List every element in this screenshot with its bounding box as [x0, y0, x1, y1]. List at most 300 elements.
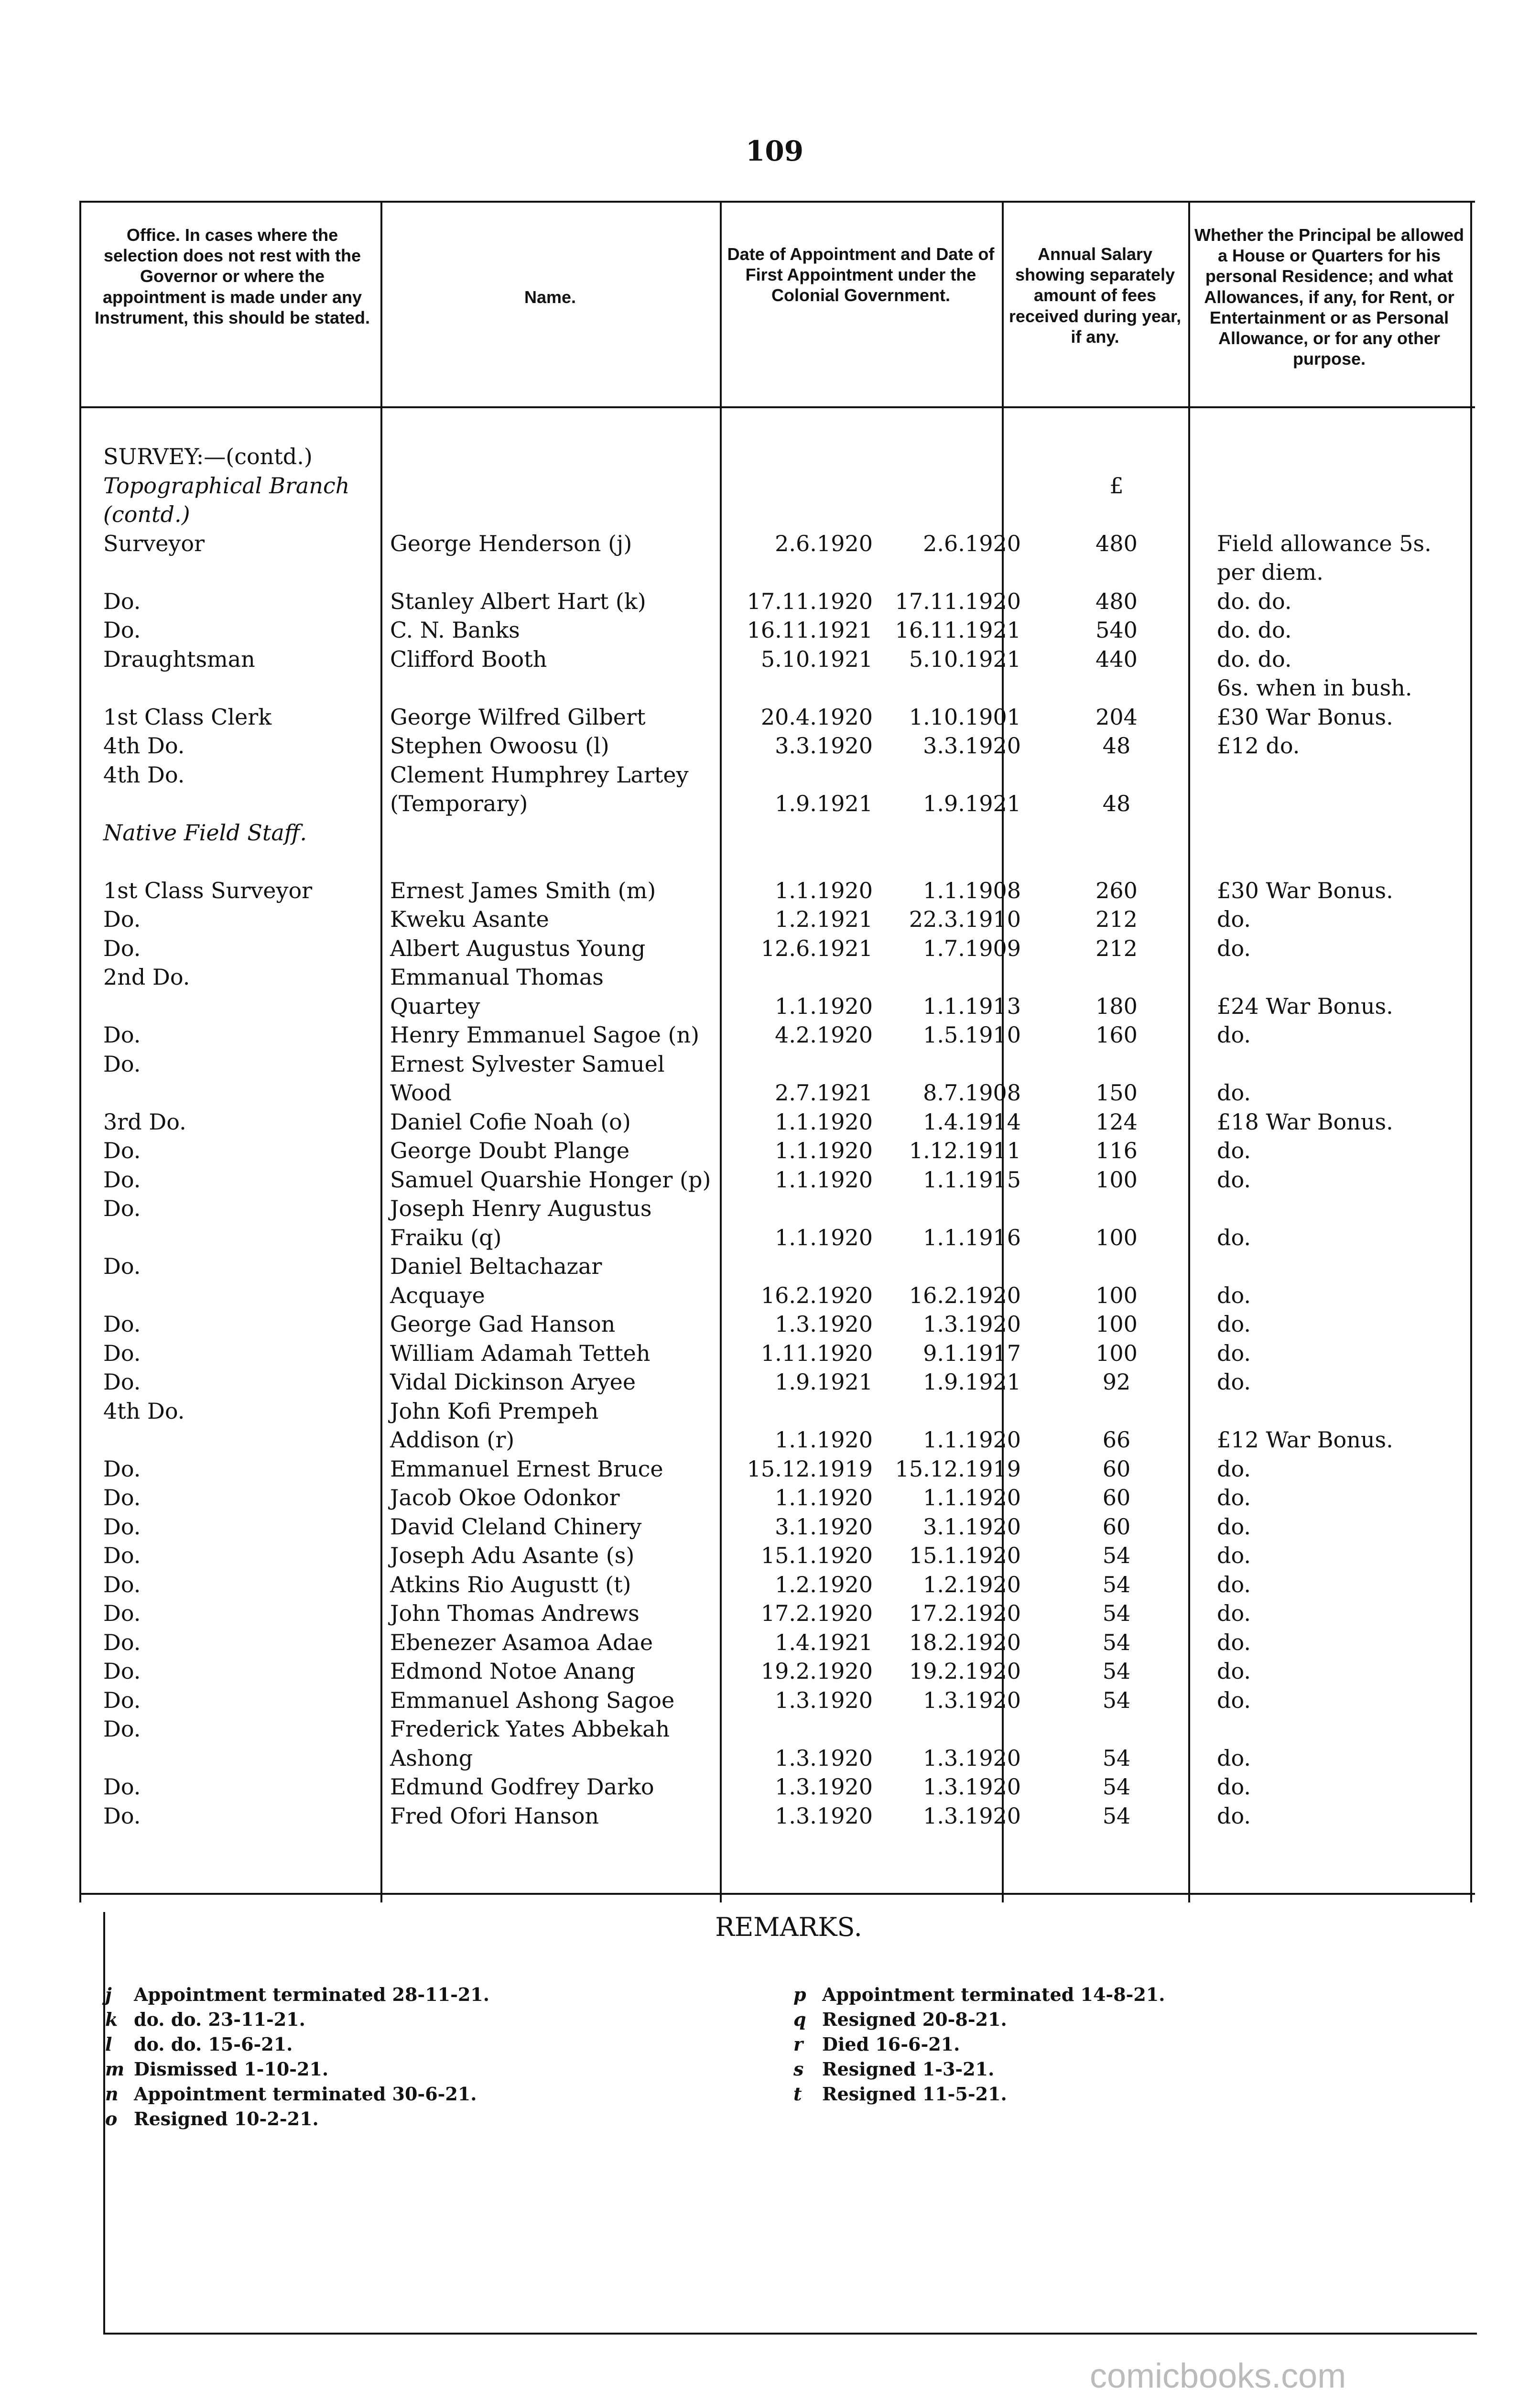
- table-row: [79, 1194, 1475, 1223]
- header-date: Date of Appointment and Date of First Appointment under the Colonial Government.: [727, 244, 995, 305]
- table-row: [79, 876, 1475, 905]
- cell-name: George Henderson (j): [390, 530, 632, 556]
- table-row: [79, 1483, 1475, 1512]
- cell-d1: 1.2.1921: [775, 906, 873, 932]
- cell-office: Do.: [103, 1369, 141, 1395]
- table-row: [79, 442, 1475, 471]
- remark-key: s: [793, 2058, 804, 2080]
- cell-office: Native Field Staff.: [103, 819, 307, 846]
- cell-office: SURVEY:—(contd.): [103, 444, 313, 469]
- cell-name: Joseph Henry Augustus: [390, 1195, 652, 1221]
- cell-office: 4th Do.: [103, 733, 185, 759]
- cell-sal: 260: [1095, 877, 1138, 903]
- remark-text: do. do. 23-11-21.: [134, 2009, 305, 2030]
- cell-d1: 17.11.1920: [747, 588, 873, 614]
- remark-text: Appointment terminated 30-6-21.: [134, 2083, 477, 2105]
- table-row: [79, 1657, 1475, 1685]
- cell-allow: do. do.: [1217, 646, 1292, 672]
- cell-sal: 54: [1102, 1629, 1131, 1655]
- cell-d2: 16.11.1921: [895, 617, 1021, 643]
- cell-name: John Thomas Andrews: [390, 1600, 640, 1626]
- cell-allow: do.: [1217, 1543, 1251, 1568]
- table-row: [79, 789, 1475, 818]
- table-row: [79, 1570, 1475, 1599]
- header-salary: Annual Salary showing separately amount of fees received during year, if any.: [1009, 244, 1182, 347]
- cell-allow: do.: [1217, 1311, 1251, 1337]
- cell-office: Do.: [103, 1658, 141, 1684]
- table-row: [79, 1715, 1475, 1743]
- cell-d2: 17.2.1920: [909, 1600, 1021, 1626]
- table-row: [79, 963, 1475, 991]
- cell-office: Topographical Branch: [103, 472, 350, 499]
- cell-office: Do.: [103, 1340, 141, 1366]
- cell-sal: 480: [1095, 588, 1138, 614]
- cell-office: Do.: [103, 1195, 141, 1221]
- cell-allow: do.: [1217, 1485, 1251, 1510]
- cell-d1: 1.1.1920: [775, 993, 873, 1019]
- cell-name: Emmanuel Ashong Sagoe: [390, 1687, 675, 1713]
- table-row: [79, 1021, 1475, 1049]
- cell-d1: 17.2.1920: [760, 1600, 873, 1626]
- cell-name: Clement Humphrey Lartey: [390, 761, 689, 788]
- cell-d1: 1.3.1920: [775, 1774, 873, 1800]
- cell-office: Do.: [103, 1022, 141, 1048]
- cell-allow: do.: [1217, 1456, 1251, 1482]
- remark-text: Resigned 11-5-21.: [822, 2083, 1007, 2105]
- cell-d2: 1.3.1920: [923, 1311, 1021, 1337]
- cell-name: C. N. Banks: [390, 617, 520, 643]
- cell-sal: 60: [1102, 1513, 1131, 1540]
- cell-name: Ernest James Smith (m): [390, 877, 656, 903]
- cell-name: Frederick Yates Abbekah: [390, 1716, 670, 1742]
- cell-allow: do.: [1217, 1282, 1251, 1308]
- table-row: [79, 1339, 1475, 1368]
- table-row: [79, 1628, 1475, 1657]
- cell-d1: 1.1.1920: [775, 877, 873, 903]
- cell-d2: 9.1.1917: [923, 1340, 1021, 1366]
- cell-allow: £12 War Bonus.: [1217, 1427, 1393, 1453]
- table-row: [79, 500, 1475, 529]
- cell-allow: do.: [1217, 1600, 1251, 1626]
- cell-d2: 19.2.1920: [909, 1658, 1021, 1684]
- cell-d2: 5.10.1921: [909, 646, 1021, 672]
- cell-d1: 1.1.1920: [775, 1138, 873, 1163]
- cell-sal: 440: [1095, 646, 1138, 672]
- cell-office: Do.: [103, 1571, 141, 1597]
- cell-name: Vidal Dickinson Aryee: [390, 1369, 636, 1395]
- cell-allow: do.: [1217, 1803, 1251, 1829]
- cell-sal: 48: [1102, 791, 1131, 816]
- cell-d2: 18.2.1920: [909, 1629, 1021, 1655]
- cell-name: Daniel Beltachazar: [390, 1253, 602, 1279]
- cell-d2: 1.3.1920: [923, 1774, 1021, 1800]
- cell-name: Quartey: [390, 993, 480, 1019]
- cell-office: Do.: [103, 1716, 141, 1742]
- table-row: [79, 587, 1475, 616]
- cell-allow: do.: [1217, 1166, 1251, 1193]
- staff-table: [79, 201, 1475, 1902]
- cell-d2: 1.1.1920: [923, 1427, 1021, 1453]
- table-bottom-rule: [79, 1893, 1475, 1895]
- cell-office: Do.: [103, 1513, 141, 1540]
- table-row: [79, 1802, 1475, 1830]
- cell-sal: 60: [1102, 1456, 1131, 1482]
- table-row: [79, 1165, 1475, 1194]
- cell-d2: 1.1.1913: [923, 993, 1021, 1019]
- cell-office: 4th Do.: [103, 1398, 185, 1424]
- cell-allow: do.: [1217, 935, 1251, 961]
- cell-allow: do.: [1217, 1022, 1251, 1048]
- cell-d1: 15.12.1919: [747, 1456, 873, 1482]
- cell-name: Fraiku (q): [390, 1224, 502, 1250]
- cell-sal: £: [1109, 472, 1124, 499]
- cell-d2: 3.3.1920: [923, 733, 1021, 759]
- page-number: 109: [746, 135, 804, 167]
- header-allowance: Whether the Principal be allowed a House or Quarters for his personal Residence; and what Allowances, if any, for Rent, or Entertainment or as Personal Allowance, or for any other purpose.: [1194, 225, 1464, 369]
- remark-key: l: [105, 2033, 112, 2055]
- table-row: [79, 703, 1475, 731]
- cell-office: Do.: [103, 1543, 141, 1568]
- table-row: [79, 1541, 1475, 1570]
- cell-d2: 8.7.1908: [923, 1080, 1021, 1106]
- remark-text: Resigned 1-3-21.: [822, 2058, 995, 2080]
- remark-text: Resigned 10-2-21.: [134, 2108, 319, 2129]
- table-row: [79, 616, 1475, 644]
- header-name: Name.: [524, 287, 576, 307]
- cell-d2: 1.7.1909: [923, 935, 1021, 961]
- bottom-frame: [103, 1912, 1477, 2335]
- cell-d2: 15.12.1919: [895, 1456, 1021, 1482]
- table-row: [79, 1744, 1475, 1772]
- cell-allow: per diem.: [1217, 559, 1323, 585]
- cell-name: Clifford Booth: [390, 646, 547, 672]
- cell-allow: do.: [1217, 1369, 1251, 1395]
- cell-d1: 1.9.1921: [775, 791, 873, 816]
- cell-office: 4th Do.: [103, 761, 185, 788]
- cell-d1: 2.7.1921: [775, 1080, 873, 1106]
- cell-allow: 6s. when in bush.: [1217, 675, 1412, 701]
- cell-sal: 212: [1095, 906, 1138, 932]
- cell-sal: 124: [1095, 1108, 1138, 1135]
- cell-allow: do.: [1217, 1774, 1251, 1800]
- cell-sal: 116: [1095, 1138, 1138, 1163]
- table-row: [79, 471, 1475, 500]
- cell-d1: 1.3.1920: [775, 1803, 873, 1829]
- remark-text: Appointment terminated 28-11-21.: [134, 1984, 489, 2005]
- cell-office: Do.: [103, 588, 141, 614]
- cell-name: Ashong: [390, 1745, 473, 1771]
- cell-sal: 54: [1102, 1774, 1131, 1800]
- cell-allow: do.: [1217, 1080, 1251, 1106]
- remark-key: r: [793, 2033, 803, 2055]
- cell-name: Daniel Cofie Noah (o): [390, 1108, 631, 1135]
- table-row: [79, 1136, 1475, 1165]
- cell-name: Edmond Notoe Anang: [390, 1658, 636, 1684]
- cell-d1: 16.11.1921: [747, 617, 873, 643]
- cell-d2: 1.3.1920: [923, 1745, 1021, 1771]
- cell-office: Draughtsman: [103, 646, 255, 672]
- cell-d2: 1.1.1916: [923, 1224, 1021, 1250]
- cell-sal: 100: [1095, 1340, 1138, 1366]
- cell-sal: 66: [1102, 1427, 1131, 1453]
- cell-name: William Adamah Tetteh: [390, 1340, 651, 1366]
- header-rule: [79, 406, 1475, 408]
- table-row: [79, 847, 1475, 876]
- cell-name: Edmund Godfrey Darko: [390, 1774, 654, 1800]
- cell-d2: 16.2.1920: [909, 1282, 1021, 1308]
- table-row: [79, 818, 1475, 847]
- cell-d1: 1.1.1920: [775, 1166, 873, 1193]
- table-row: [79, 934, 1475, 963]
- table-row: [79, 1512, 1475, 1541]
- cell-sal: 54: [1102, 1600, 1131, 1626]
- cell-name: Addison (r): [390, 1427, 515, 1453]
- table-row: [79, 1078, 1475, 1107]
- cell-sal: 160: [1095, 1022, 1138, 1048]
- cell-office: Do.: [103, 617, 141, 643]
- table-row: [79, 558, 1475, 587]
- cell-allow: do.: [1217, 1513, 1251, 1540]
- cell-d2: 1.4.1914: [923, 1108, 1021, 1135]
- cell-sal: 48: [1102, 733, 1131, 759]
- cell-d1: 1.9.1921: [775, 1369, 873, 1395]
- table-row: [79, 731, 1475, 760]
- cell-name: (Temporary): [390, 791, 528, 816]
- cell-sal: 60: [1102, 1485, 1131, 1510]
- cell-name: Albert Augustus Young: [390, 935, 646, 961]
- remark-key: t: [793, 2083, 802, 2105]
- table-row: [79, 1108, 1475, 1136]
- cell-d2: 1.3.1920: [923, 1687, 1021, 1713]
- cell-allow: £12 do.: [1217, 733, 1300, 759]
- cell-name: Fred Ofori Hanson: [390, 1803, 599, 1829]
- cell-office: Do.: [103, 1803, 141, 1829]
- cell-allow: do.: [1217, 1629, 1251, 1655]
- table-row: [79, 1772, 1475, 1801]
- cell-name: David Cleland Chinery: [390, 1513, 642, 1540]
- cell-sal: 540: [1095, 617, 1138, 643]
- cell-allow: do. do.: [1217, 588, 1292, 614]
- cell-sal: 54: [1102, 1658, 1131, 1684]
- cell-d1: 12.6.1921: [760, 935, 873, 961]
- cell-sal: 480: [1095, 530, 1138, 556]
- cell-allow: £18 War Bonus.: [1217, 1108, 1393, 1135]
- remark-key: m: [105, 2058, 125, 2080]
- cell-office: (contd.): [103, 501, 190, 527]
- cell-d1: 1.4.1921: [775, 1629, 873, 1655]
- cell-allow: do.: [1217, 1658, 1251, 1684]
- cell-office: Do.: [103, 1166, 141, 1193]
- cell-d2: 1.3.1920: [923, 1803, 1021, 1829]
- cell-sal: 150: [1095, 1080, 1138, 1106]
- cell-d1: 3.1.1920: [775, 1513, 873, 1540]
- table-row: [79, 1599, 1475, 1628]
- cell-allow: do. do.: [1217, 617, 1292, 643]
- cell-d1: 20.4.1920: [760, 704, 873, 730]
- cell-allow: £24 War Bonus.: [1217, 993, 1393, 1019]
- table-row: [79, 1397, 1475, 1425]
- cell-sal: 100: [1095, 1166, 1138, 1193]
- cell-d2: 1.1.1920: [923, 1485, 1021, 1510]
- cell-name: Kweku Asante: [390, 906, 549, 932]
- cell-d1: 5.10.1921: [760, 646, 873, 672]
- cell-sal: 54: [1102, 1543, 1131, 1568]
- cell-allow: £30 War Bonus.: [1217, 877, 1393, 903]
- table-row: [79, 1252, 1475, 1281]
- table-row: [79, 674, 1475, 702]
- remark-key: p: [793, 1984, 806, 2005]
- cell-sal: 100: [1095, 1224, 1138, 1250]
- cell-name: Emmanual Thomas: [390, 964, 604, 990]
- table-row: [79, 645, 1475, 674]
- cell-name: Stanley Albert Hart (k): [390, 588, 646, 614]
- cell-d2: 1.12.1911: [909, 1138, 1021, 1163]
- remark-key: q: [793, 2009, 806, 2030]
- cell-name: Ebenezer Asamoa Adae: [390, 1629, 653, 1655]
- cell-office: Do.: [103, 1687, 141, 1713]
- cell-sal: 54: [1102, 1745, 1131, 1771]
- cell-name: Henry Emmanuel Sagoe (n): [390, 1022, 700, 1048]
- cell-d1: 1.3.1920: [775, 1745, 873, 1771]
- cell-d2: 1.9.1921: [923, 791, 1021, 816]
- remark-text: Appointment terminated 14-8-21.: [822, 1984, 1165, 2005]
- table-row: [79, 1223, 1475, 1252]
- cell-office: Do.: [103, 1311, 141, 1337]
- table-row: [79, 1310, 1475, 1338]
- cell-d1: 19.2.1920: [760, 1658, 873, 1684]
- cell-office: 1st Class Surveyor: [103, 877, 313, 903]
- cell-name: Stephen Owoosu (l): [390, 733, 609, 759]
- table-row: [79, 992, 1475, 1021]
- table-row: [79, 1455, 1475, 1483]
- cell-office: Do.: [103, 1253, 141, 1279]
- cell-allow: do.: [1217, 1138, 1251, 1163]
- cell-name: Jacob Okoe Odonkor: [390, 1485, 620, 1510]
- cell-sal: 92: [1102, 1369, 1131, 1395]
- cell-sal: 204: [1095, 704, 1138, 730]
- remark-text: Dismissed 1-10-21.: [134, 2058, 329, 2080]
- cell-d2: 1.5.1910: [923, 1022, 1021, 1048]
- cell-d2: 1.1.1908: [923, 877, 1021, 903]
- cell-d2: 1.10.1901: [909, 704, 1021, 730]
- cell-sal: 54: [1102, 1803, 1131, 1829]
- cell-allow: do.: [1217, 1340, 1251, 1366]
- cell-d2: 1.1.1915: [923, 1166, 1021, 1193]
- cell-d1: 1.1.1920: [775, 1108, 873, 1135]
- cell-name: George Doubt Plange: [390, 1138, 630, 1163]
- cell-sal: 212: [1095, 935, 1138, 961]
- cell-d1: 4.2.1920: [775, 1022, 873, 1048]
- cell-name: Ernest Sylvester Samuel: [390, 1051, 665, 1077]
- cell-allow: do.: [1217, 1224, 1251, 1250]
- cell-office: 2nd Do.: [103, 964, 190, 990]
- cell-d1: 1.3.1920: [775, 1687, 873, 1713]
- cell-allow: Field allowance 5s.: [1217, 530, 1432, 556]
- cell-d2: 2.6.1920: [923, 530, 1021, 556]
- table-row: [79, 529, 1475, 558]
- remark-key: o: [105, 2108, 118, 2129]
- cell-d1: 16.2.1920: [760, 1282, 873, 1308]
- table-row: [79, 1050, 1475, 1078]
- cell-office: Do.: [103, 1600, 141, 1626]
- cell-office: 3rd Do.: [103, 1108, 186, 1135]
- cell-allow: £30 War Bonus.: [1217, 704, 1393, 730]
- cell-sal: 100: [1095, 1282, 1138, 1308]
- table-row: [79, 1368, 1475, 1396]
- cell-sal: 54: [1102, 1571, 1131, 1597]
- cell-d1: 1.1.1920: [775, 1485, 873, 1510]
- cell-office: Do.: [103, 1485, 141, 1510]
- cell-name: Samuel Quarshie Honger (p): [390, 1166, 711, 1193]
- cell-office: Do.: [103, 1138, 141, 1163]
- cell-allow: do.: [1217, 1571, 1251, 1597]
- remark-key: n: [105, 2083, 119, 2105]
- cell-d1: 1.3.1920: [775, 1311, 873, 1337]
- cell-name: Atkins Rio Augustt (t): [390, 1571, 631, 1597]
- cell-d2: 3.1.1920: [923, 1513, 1021, 1540]
- table-row: [79, 1686, 1475, 1715]
- table-row: [79, 1425, 1475, 1454]
- cell-d2: 22.3.1910: [909, 906, 1021, 932]
- cell-name: Wood: [390, 1080, 452, 1106]
- table-row: [79, 760, 1475, 789]
- remark-text: do. do. 15-6-21.: [134, 2033, 293, 2055]
- cell-sal: 180: [1095, 993, 1138, 1019]
- table-row: [79, 1281, 1475, 1310]
- cell-allow: do.: [1217, 906, 1251, 932]
- cell-d1: 1.11.1920: [760, 1340, 873, 1366]
- cell-d2: 15.1.1920: [909, 1543, 1021, 1568]
- cell-d2: 1.9.1921: [923, 1369, 1021, 1395]
- remark-key: k: [105, 2009, 118, 2030]
- cell-office: Do.: [103, 1456, 141, 1482]
- cell-d1: 15.1.1920: [760, 1543, 873, 1568]
- cell-office: Do.: [103, 935, 141, 961]
- cell-d1: 1.2.1920: [775, 1571, 873, 1597]
- table-top-rule: [79, 201, 1475, 203]
- cell-name: George Wilfred Gilbert: [390, 704, 646, 730]
- cell-allow: do.: [1217, 1687, 1251, 1713]
- remark-text: Died 16-6-21.: [822, 2033, 960, 2055]
- cell-d1: 3.3.1920: [775, 733, 873, 759]
- cell-d1: 1.1.1920: [775, 1427, 873, 1453]
- cell-d1: 1.1.1920: [775, 1224, 873, 1250]
- cell-name: George Gad Hanson: [390, 1311, 616, 1337]
- cell-office: Do.: [103, 906, 141, 932]
- cell-office: Do.: [103, 1629, 141, 1655]
- cell-d2: 17.11.1920: [895, 588, 1021, 614]
- cell-d1: 2.6.1920: [775, 530, 873, 556]
- table-row: [79, 905, 1475, 934]
- cell-name: John Kofi Prempeh: [390, 1398, 599, 1424]
- remarks-title: REMARKS.: [715, 1912, 862, 1942]
- header-office: Office. In cases where the selection does not rest with the Governor or where the appointment is made under any Instrument, this should be stated.: [94, 225, 370, 327]
- cell-office: 1st Class Clerk: [103, 704, 272, 730]
- watermark: comicbooks.com: [1090, 2357, 1346, 2390]
- cell-name: Joseph Adu Asante (s): [390, 1543, 635, 1568]
- cell-sal: 100: [1095, 1311, 1138, 1337]
- cell-office: Surveyor: [103, 530, 205, 556]
- cell-sal: 54: [1102, 1687, 1131, 1713]
- remark-key: j: [105, 1984, 112, 2005]
- cell-allow: do.: [1217, 1745, 1251, 1771]
- cell-name: Emmanuel Ernest Bruce: [390, 1456, 663, 1482]
- cell-office: Do.: [103, 1774, 141, 1800]
- cell-office: Do.: [103, 1051, 141, 1077]
- cell-d2: 1.2.1920: [923, 1571, 1021, 1597]
- cell-name: Acquaye: [390, 1282, 485, 1308]
- remark-text: Resigned 20-8-21.: [822, 2009, 1007, 2030]
